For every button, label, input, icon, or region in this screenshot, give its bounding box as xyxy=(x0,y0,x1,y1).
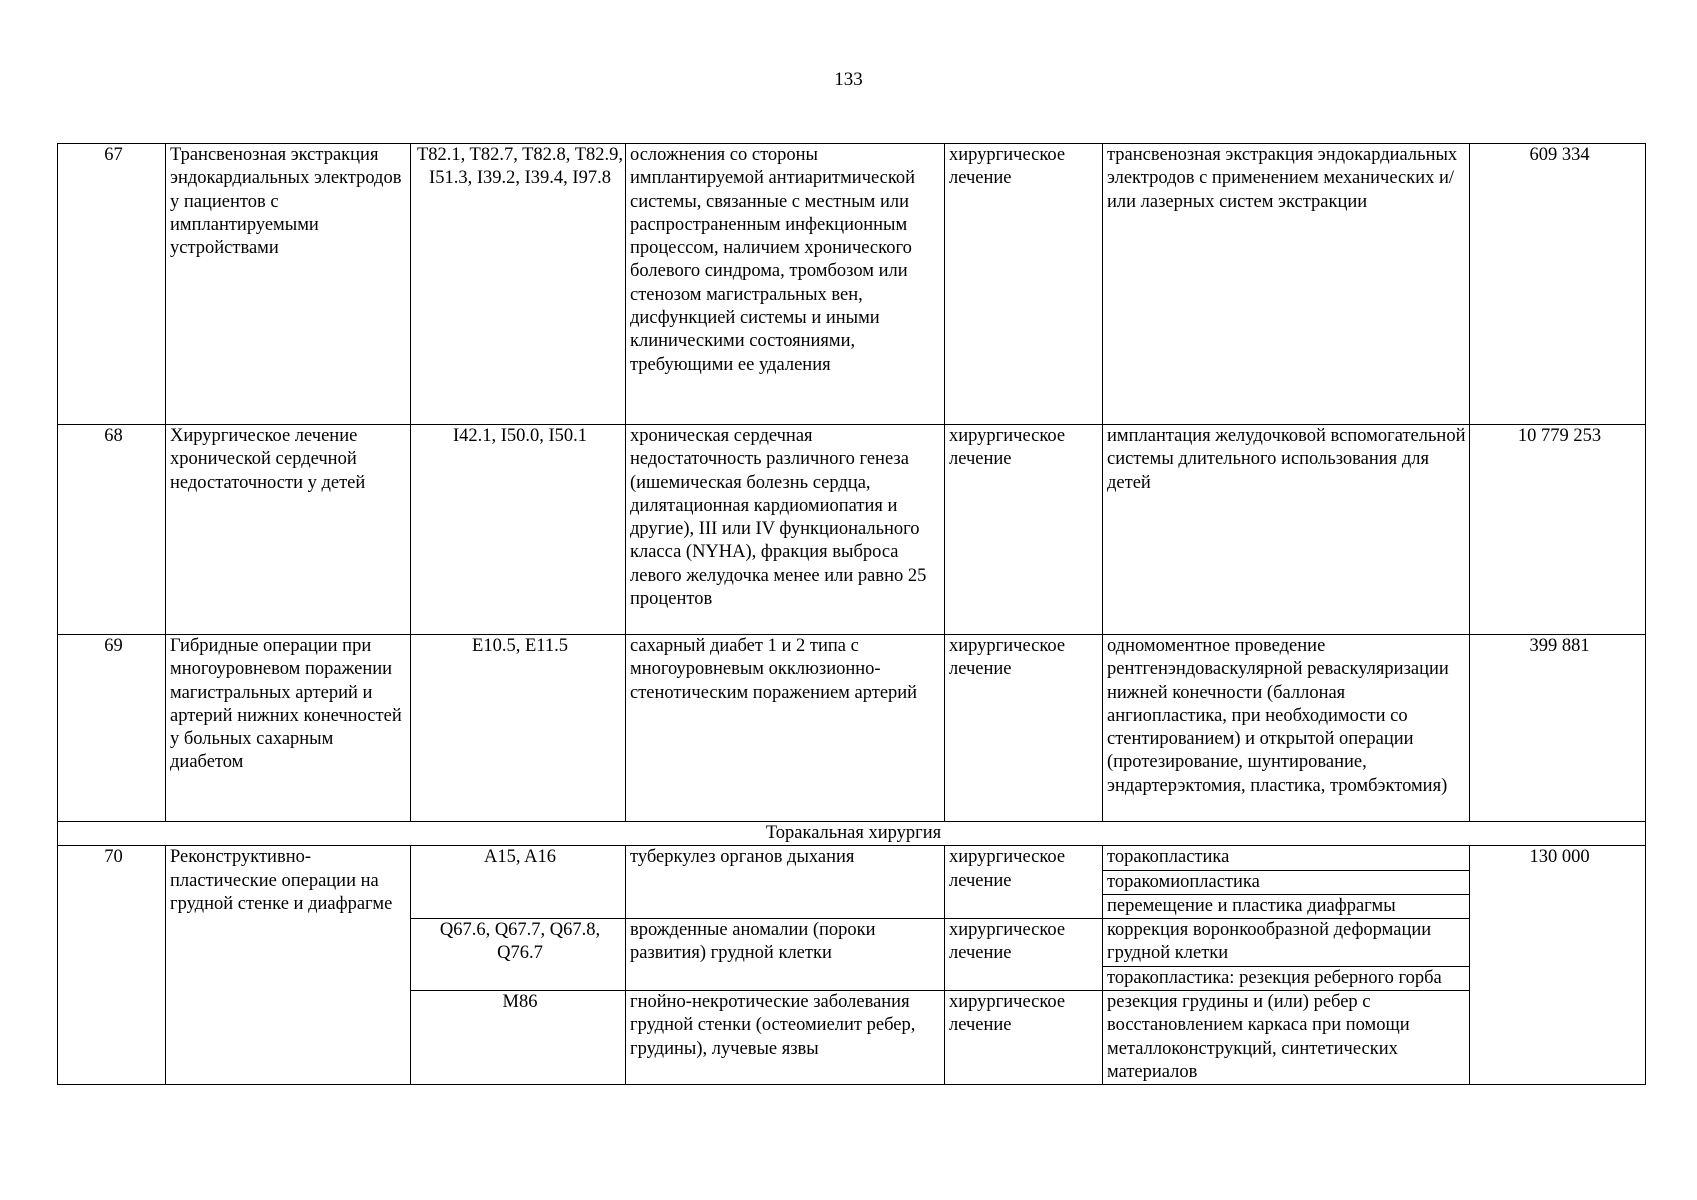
care-type: Хирургическое лечение хронической сердечной недостаточности у детей xyxy=(166,425,411,635)
cost-value: 399 881 xyxy=(1470,635,1646,822)
treatment-type: хирургическое лечение xyxy=(945,425,1103,635)
icd-codes: T82.1, T82.7, T82.8, T82.9, I51.3, I39.2, I39.4, I97.8 xyxy=(411,144,626,425)
treatment-type: хирургическое лечение xyxy=(945,846,1103,919)
table-row xyxy=(58,425,1646,635)
icd-codes: Q67.6, Q67.7, Q67.8, Q76.7 xyxy=(411,919,626,991)
care-type: Трансвенозная экстракция эндокардиальных электродов у пациентов с имплантируемыми устройствами xyxy=(166,144,411,425)
icd-codes: M86 xyxy=(411,991,626,1085)
care-type: Реконструктивно-пластические операции на грудной стенке и диафрагме xyxy=(166,846,411,1085)
cost-value: 609 334 xyxy=(1470,144,1646,425)
row-number: 69 xyxy=(58,635,166,822)
cost-value: 10 779 253 xyxy=(1470,425,1646,635)
treatment-type: хирургическое лечение xyxy=(945,919,1103,991)
treatment-type: хирургическое лечение xyxy=(945,991,1103,1085)
treatment-type: хирургическое лечение xyxy=(945,144,1103,425)
section-header-row xyxy=(58,822,1646,846)
row-number: 70 xyxy=(58,846,166,1085)
treatment-method: торакопластика: резекция реберного горба xyxy=(1103,966,1470,990)
table-row xyxy=(58,846,1646,870)
treatment-method: перемещение и пластика диафрагмы xyxy=(1103,894,1470,918)
patient-model: врожденные аномалии (пороки развития) грудной клетки xyxy=(626,919,945,991)
treatment-method: торакопластика xyxy=(1103,846,1470,870)
section-title: Торакальная хирургия xyxy=(58,822,1646,846)
care-type: Гибридные операции при многоуровневом поражении магистральных артерий и артерий нижних конечностей у больных сахарным диабетом xyxy=(166,635,411,822)
treatment-type: хирургическое лечение xyxy=(945,635,1103,822)
patient-model: туберкулез органов дыхания xyxy=(626,846,945,919)
treatment-method: одномоментное проведение рентгенэндоваскулярной реваскуляризации нижней конечности (баллоная ангиопластика, при необходимости со стентированием) и открытой операции (протезирование, шунтирование, эндартерэктомия, пластика, тромбэктомия) xyxy=(1103,635,1470,822)
patient-model: осложнения со стороны имплантируемой антиаритмической системы, связанные с местным или распространенным инфекционным процессом, наличием хронического болевого синдрома, тромбозом или стенозом магистральных вен, дисфункцией системы и иными клиническими состояниями, требующими ее удаления xyxy=(626,144,945,425)
treatment-method: имплантация желудочковой вспомогательной системы длительного использования для детей xyxy=(1103,425,1470,635)
icd-codes: I42.1, I50.0, I50.1 xyxy=(411,425,626,635)
row-number: 68 xyxy=(58,425,166,635)
patient-model: гнойно-некротические заболевания грудной стенки (остеомиелит ребер, грудины), лучевые язвы xyxy=(626,991,945,1085)
treatment-method: коррекция воронкообразной деформации грудной клетки xyxy=(1103,919,1470,967)
cost-value: 130 000 xyxy=(1470,846,1646,1085)
row-number: 67 xyxy=(58,144,166,425)
patient-model: хроническая сердечная недостаточность различного генеза (ишемическая болезнь сердца, дилятационная кардиомиопатия и другие), III или IV функционального класса (NYHA), фракция выброса левого желудочка менее или равно 25 процентов xyxy=(626,425,945,635)
medical-care-table xyxy=(57,143,1646,1085)
patient-model: сахарный диабет 1 и 2 типа с многоуровневым окклюзионно-стенотическим поражением артерий xyxy=(626,635,945,822)
treatment-method: торакомиопластика xyxy=(1103,870,1470,894)
icd-codes: E10.5, E11.5 xyxy=(411,635,626,822)
table-row xyxy=(58,144,1646,425)
treatment-method: резекция грудины и (или) ребер с восстановлением каркаса при помощи металлоконструкций, синтетических материалов xyxy=(1103,991,1470,1085)
page-number: 133 xyxy=(834,69,863,90)
treatment-method: трансвенозная экстракция эндокардиальных электродов с применением механических и/или лазерных систем экстракции xyxy=(1103,144,1470,425)
table-row xyxy=(58,635,1646,822)
icd-codes: A15, A16 xyxy=(411,846,626,919)
